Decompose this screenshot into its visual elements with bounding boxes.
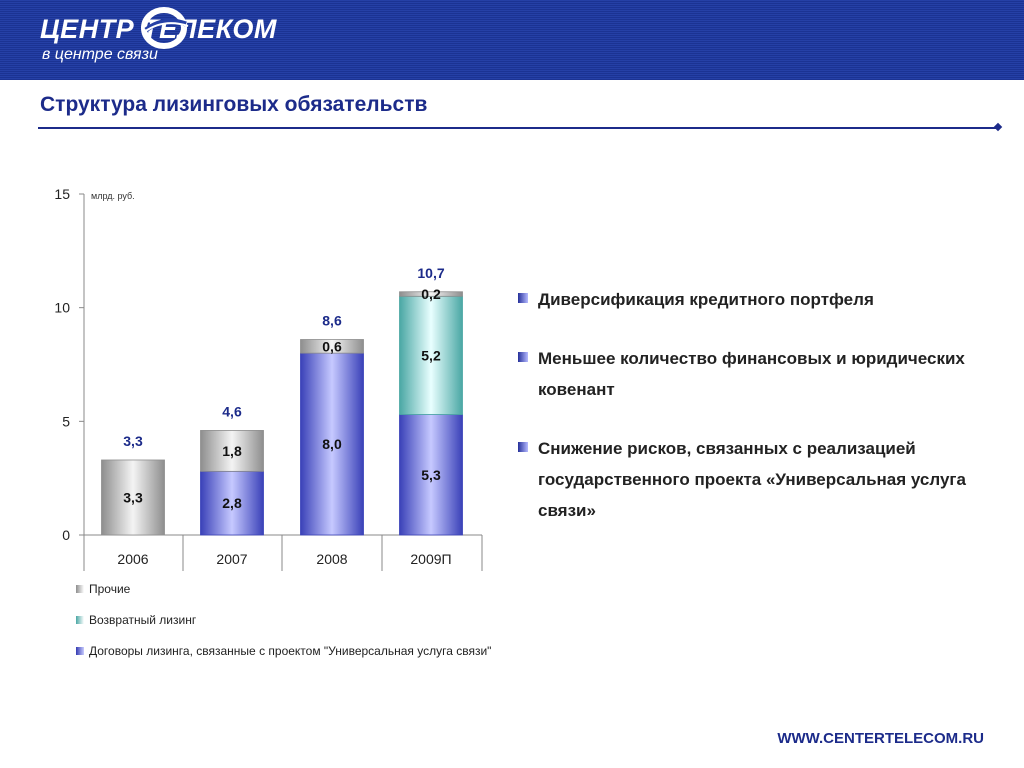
key-point: [518, 343, 998, 405]
legend-swatch-other: [76, 585, 84, 593]
key-point-text: Диверсификация кредитного портфеля: [538, 290, 874, 309]
legend-label-lease: Возвратный лизинг: [89, 613, 197, 627]
legend-item-other: [76, 580, 496, 598]
bullet-square-icon: [518, 442, 528, 452]
legend-swatch-lease: [76, 616, 84, 624]
key-point-text: Меньшее количество финансовых и юридических ковенант: [538, 349, 965, 399]
chart-legend: [76, 580, 496, 673]
bar-total-label: 8,6: [322, 312, 342, 329]
bar-value-label: 8,0: [322, 436, 342, 453]
x-tick-label: 2008: [316, 551, 348, 567]
key-point-text: Снижение рисков, связанных с реализацией государственного проекта «Универсальная услуга связи»: [538, 439, 966, 520]
x-tick-label: 2006: [117, 551, 149, 567]
legend-swatch-contract: [76, 647, 84, 655]
unit-label: млрд. руб.: [91, 191, 135, 201]
key-point: [518, 284, 998, 315]
x-tick-label: 2009П: [410, 551, 452, 567]
y-tick-label: 5: [62, 413, 70, 430]
page-title: Структура лизинговых обязательств: [40, 93, 428, 116]
bullet-square-icon: [518, 352, 528, 362]
bar-value-label: 0,2: [421, 286, 441, 303]
bullet-square-icon: [518, 293, 528, 303]
y-tick-label: 0: [62, 527, 70, 543]
logo-tagline: в центре связи: [42, 46, 158, 63]
logo-wordmark: ЦЕНТР ТЕЛЕКОМ: [40, 14, 277, 44]
legend-label-contract: Договоры лизинга, связанные с проектом "Универсальная услуга связи": [89, 644, 492, 658]
y-tick-label: 10: [54, 299, 70, 316]
bar-value-label: 5,3: [421, 466, 441, 483]
bar-value-label: 3,3: [123, 489, 143, 506]
legend-item-lease: [76, 611, 496, 629]
bar-value-label: 5,2: [421, 347, 441, 364]
footer-website-link[interactable]: WWW.CENTERTELECOM.RU: [777, 730, 984, 747]
y-tick-label: 15: [54, 186, 70, 202]
legend-item-contract: [76, 642, 496, 660]
key-point: [518, 433, 998, 526]
bar-value-label: 1,8: [222, 442, 242, 459]
bar-value-label: 0,6: [322, 338, 342, 355]
bar-total-label: 10,7: [417, 264, 445, 281]
bar-total-label: 3,3: [123, 432, 143, 449]
legend-label-other: Прочие: [89, 582, 131, 596]
bar-total-label: 4,6: [222, 403, 242, 420]
key-points-list: [518, 284, 998, 554]
bar-value-label: 2,8: [222, 495, 242, 512]
x-tick-label: 2007: [216, 551, 248, 567]
